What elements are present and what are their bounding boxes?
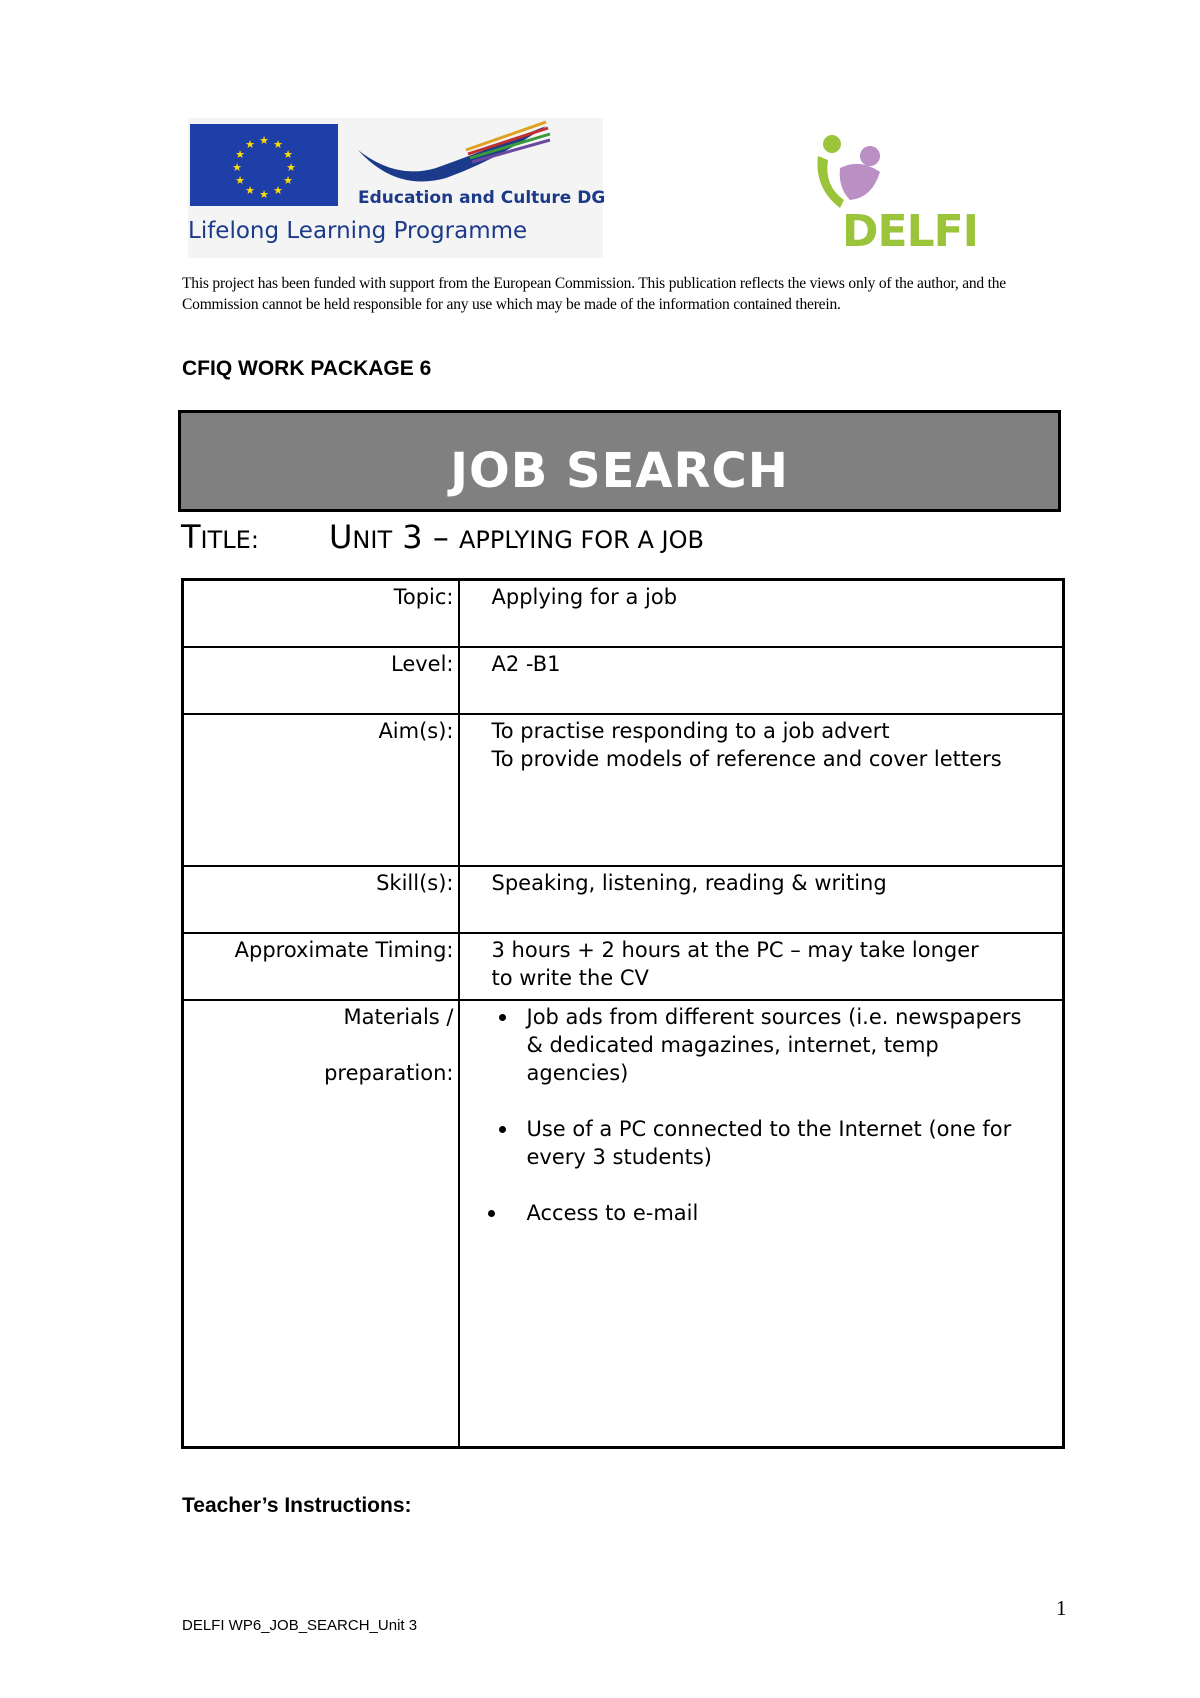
- list-item: Use of a PC connected to the Internet (one for every 3 students): [480, 1115, 1023, 1171]
- aim-line: To practise responding to a job advert: [491, 718, 890, 743]
- materials-label: [183, 1000, 459, 1448]
- svg-text:★: ★: [245, 139, 255, 151]
- delfi-wordmark: DELFI: [842, 206, 979, 257]
- table-row: [183, 647, 1064, 714]
- swoosh-icon: [356, 120, 556, 192]
- aim-line: To provide models of reference and cover letters: [491, 746, 1002, 771]
- table-row: [183, 1000, 1064, 1448]
- svg-text:★: ★: [286, 162, 296, 174]
- eu-flag-icon: [190, 124, 338, 206]
- work-package-heading: CFIQ WORK PACKAGE 6: [182, 357, 432, 380]
- footer-doc-name: DELFI WP6_JOB_SEARCH_Unit 3: [182, 1617, 418, 1634]
- page-number: 1: [1056, 1596, 1067, 1620]
- title-label: TITLE:: [181, 518, 259, 556]
- education-culture-text: Education and Culture DG: [358, 188, 606, 208]
- table-row: [183, 580, 1064, 647]
- materials-list: [480, 1003, 1023, 1227]
- table-row: [183, 714, 1064, 866]
- timing-value: 3 hours + 2 hours at the PC – may take longer to write the CV: [459, 933, 1064, 1000]
- timing-label: Approximate Timing:: [183, 933, 459, 1000]
- job-search-banner: [178, 410, 1061, 512]
- lifelong-learning-logo: [188, 118, 606, 258]
- materials-label-line: preparation:: [324, 1060, 454, 1085]
- svg-text:★: ★: [259, 189, 269, 201]
- svg-text:★: ★: [259, 135, 269, 147]
- svg-text:★: ★: [273, 139, 283, 151]
- unit-info-table: [181, 578, 1065, 1449]
- svg-text:★: ★: [283, 175, 293, 187]
- list-item: Job ads from different sources (i.e. newspapers & dedicated magazines, internet, temp agencies): [480, 1003, 1023, 1087]
- topic-label: Topic:: [183, 580, 459, 647]
- unit-title-text: UNIT 3 – APPLYING FOR A JOB: [329, 518, 704, 556]
- banner-title: JOB SEARCH: [450, 443, 789, 499]
- svg-text:★: ★: [232, 162, 242, 174]
- programme-text: Lifelong Learning Programme: [188, 218, 528, 244]
- list-item: Access to e-mail: [480, 1199, 1023, 1227]
- svg-text:★: ★: [283, 149, 293, 161]
- level-label: Level:: [183, 647, 459, 714]
- teacher-instructions-heading: Teacher’s Instructions:: [182, 1494, 412, 1517]
- aims-value: [459, 714, 1064, 866]
- svg-text:★: ★: [245, 185, 255, 197]
- materials-label-line: Materials /: [343, 1004, 454, 1029]
- materials-value: [459, 1000, 1064, 1448]
- skills-value: Speaking, listening, reading & writing: [459, 866, 1064, 933]
- aims-label: Aim(s):: [183, 714, 459, 866]
- topic-value: Applying for a job: [459, 580, 1064, 647]
- table-row: [183, 866, 1064, 933]
- funding-disclaimer: This project has been funded with support from the European Commission. This publication reflects the views only of the author, and the Commission cannot be held responsible for any use which may be made of the information contained therein.: [182, 275, 1006, 313]
- level-value: A2 -B1: [459, 647, 1064, 714]
- skills-label: Skill(s):: [183, 866, 459, 933]
- unit-title: [181, 518, 704, 556]
- svg-text:★: ★: [235, 175, 245, 187]
- delfi-figures-icon: [810, 128, 910, 218]
- delfi-logo: [810, 128, 979, 260]
- svg-text:★: ★: [273, 185, 283, 197]
- table-row: [183, 933, 1064, 1000]
- svg-text:★: ★: [235, 149, 245, 161]
